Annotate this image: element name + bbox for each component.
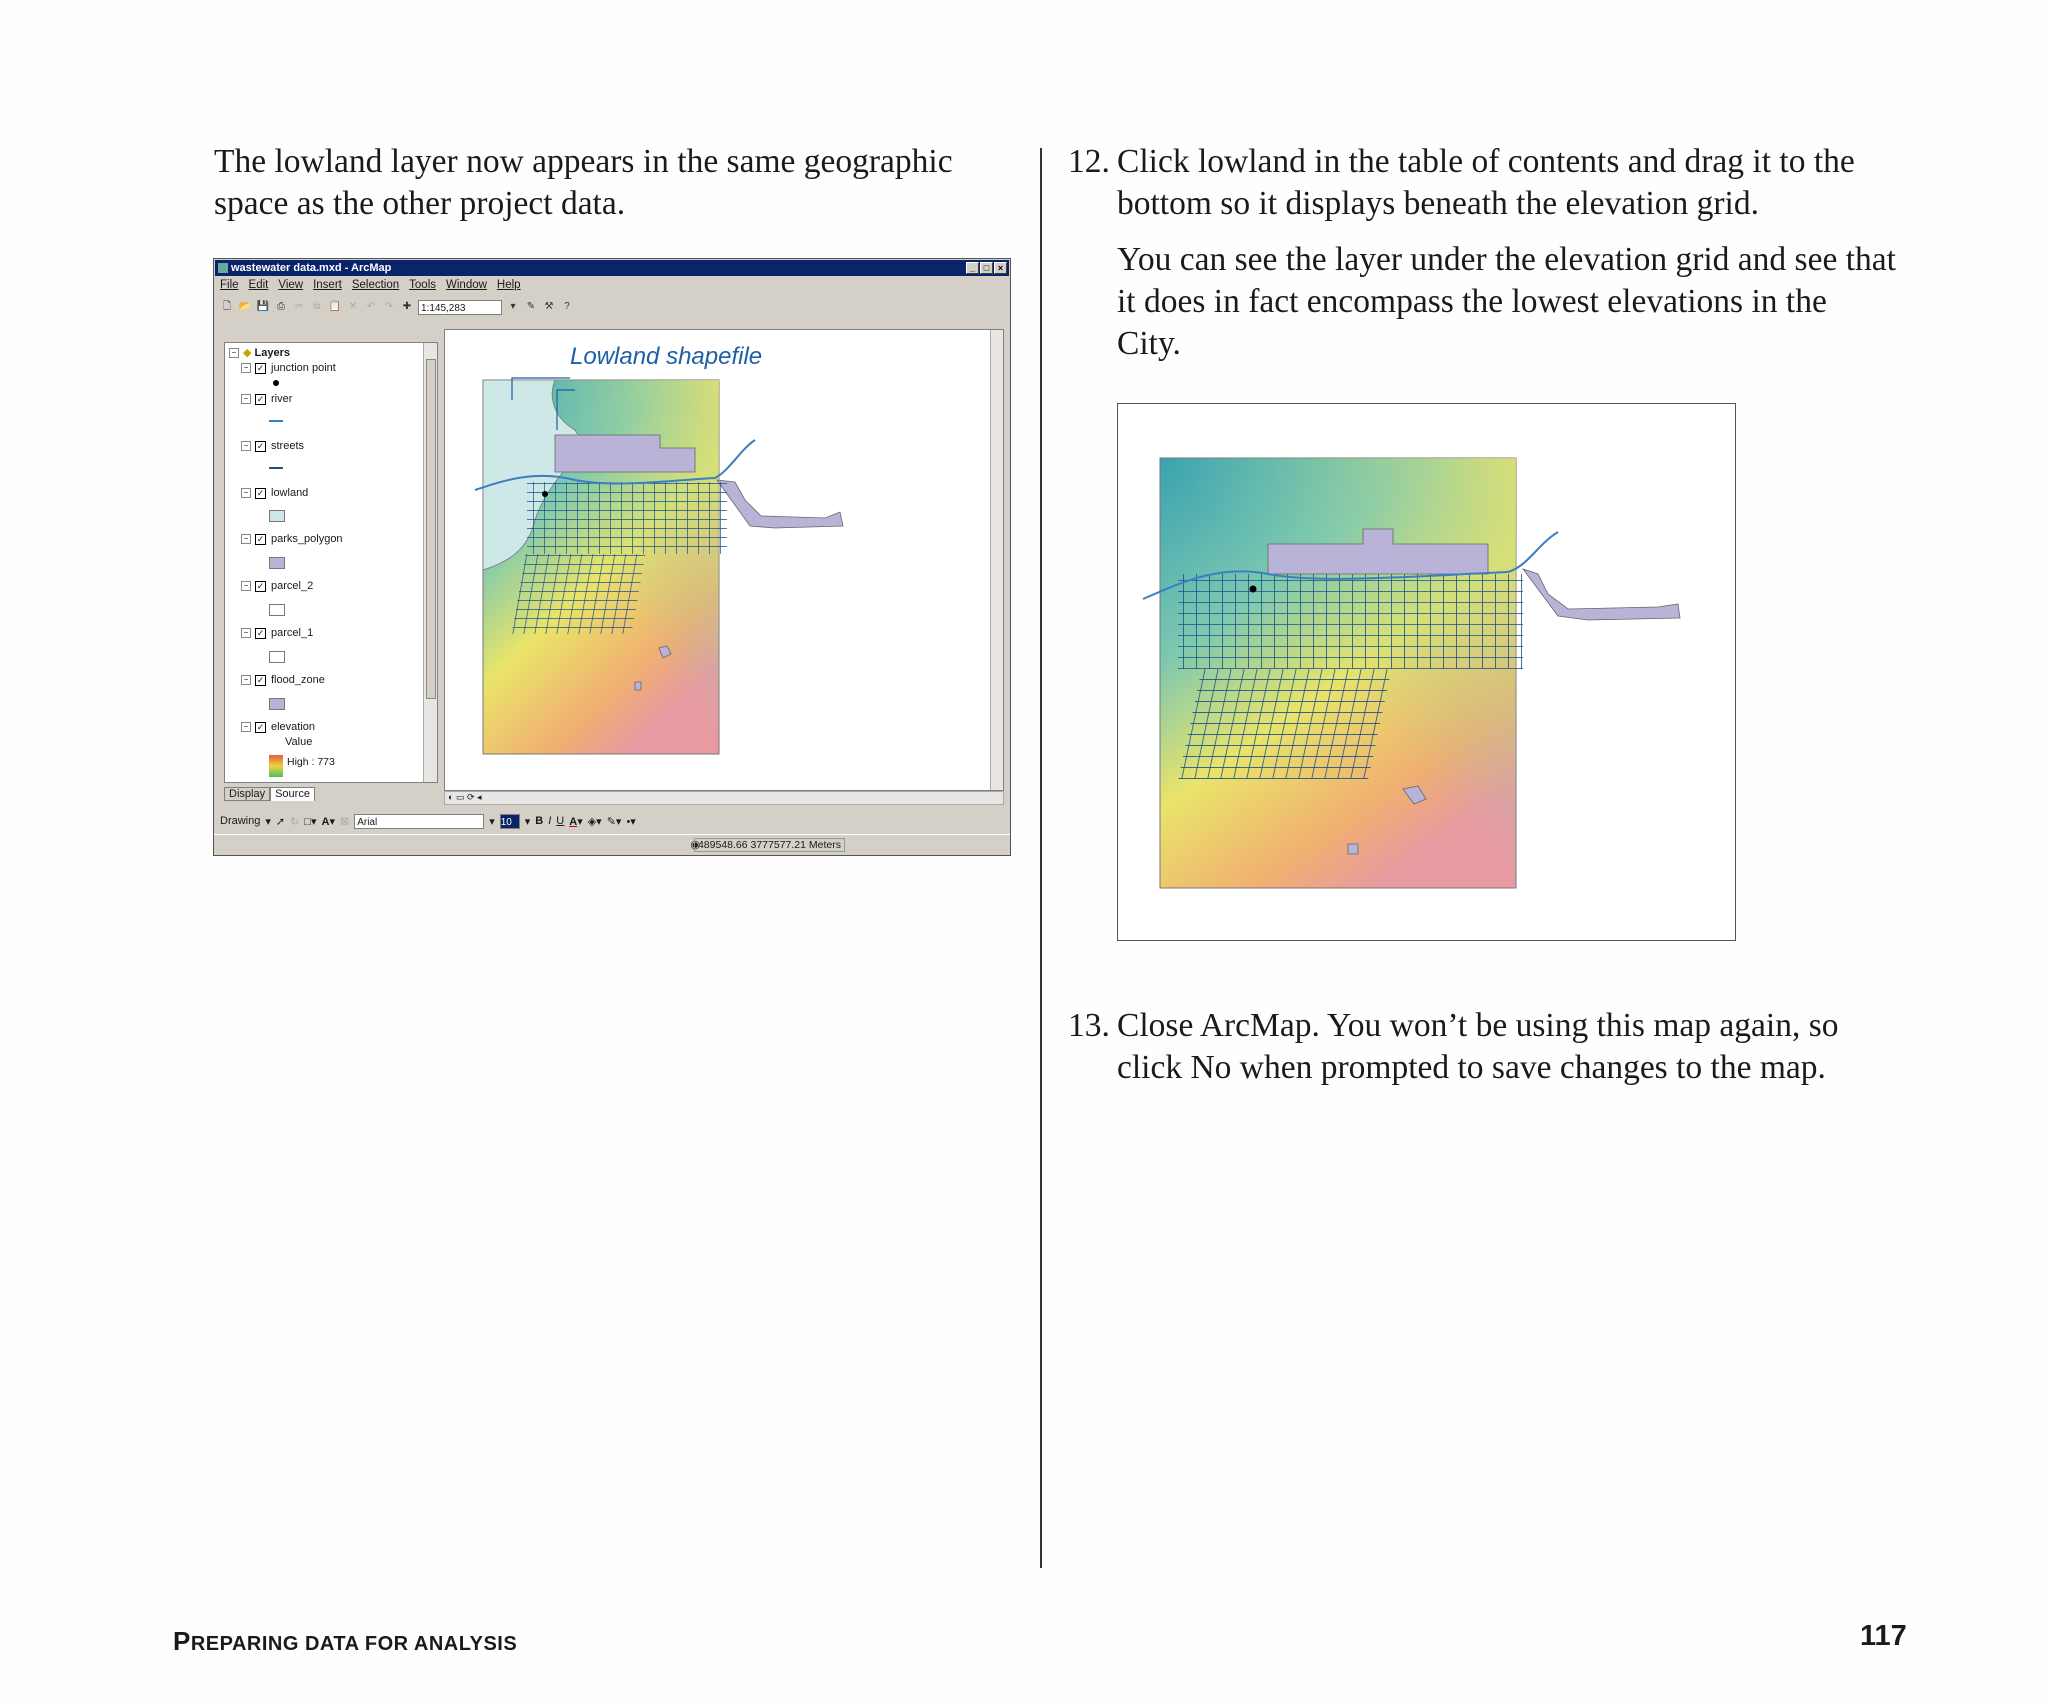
minimize-button[interactable]: _ [966, 262, 979, 274]
layer-checkbox[interactable]: ✓ [256, 674, 265, 685]
menu-file[interactable]: File [220, 279, 239, 291]
layer-name: parks_polygon [271, 533, 343, 545]
section-footer [173, 1626, 517, 1657]
collapse-icon[interactable]: − [241, 488, 251, 498]
print-icon[interactable]: ⎙ [277, 301, 285, 312]
toc-root-label: Layers [254, 347, 291, 359]
junction-point [1250, 586, 1257, 593]
callout-icon[interactable]: ⊠ [339, 815, 350, 828]
coordinate-icon: ◉ [690, 839, 700, 851]
copy-icon[interactable]: ⧉ [313, 301, 321, 312]
reordered-map-figure [1117, 403, 1736, 941]
layer-checkbox[interactable]: ✓ [256, 393, 265, 404]
menu-window[interactable]: Window [446, 279, 487, 291]
line-color-icon[interactable]: ✎▾ [606, 815, 622, 828]
page-number: 117 [1860, 1620, 1907, 1652]
arctoolbox-icon[interactable]: ⚒ [544, 301, 554, 312]
font-color-icon[interactable]: A▾ [569, 815, 583, 828]
layer-checkbox[interactable]: ✓ [256, 487, 265, 498]
toc-scrollbar[interactable] [423, 343, 437, 782]
underline-button[interactable]: U [556, 815, 565, 827]
layer-checkbox[interactable]: ✓ [256, 580, 265, 591]
toc-root[interactable] [229, 346, 290, 359]
delete-icon[interactable]: ✕ [348, 301, 358, 312]
editor-toolbar-icon[interactable]: ✎ [526, 301, 536, 312]
status-bar [214, 834, 1010, 855]
collapse-icon[interactable]: − [241, 628, 251, 638]
reordered-map-canvas [1118, 404, 1734, 939]
junction-point [542, 491, 548, 497]
new-text-icon[interactable]: A▾ [321, 815, 335, 828]
fill-symbol-icon [269, 510, 285, 522]
toc-tabs [224, 787, 315, 801]
layout-view-icon[interactable]: ▭ [455, 792, 465, 802]
menu-tools[interactable]: Tools [409, 279, 437, 291]
font-name-select[interactable]: Arial [354, 814, 484, 829]
drawing-menu[interactable]: Drawing [220, 815, 261, 827]
font-dropdown-icon[interactable]: ▾ [489, 815, 495, 828]
fill-symbol-icon [269, 604, 285, 616]
rotate-icon[interactable]: ↻ [290, 815, 300, 828]
step-13-text: Close ArcMap. You won’t be using this map again, so click No when prompted to save changes to the map. [1117, 1007, 1839, 1086]
column-divider [1040, 148, 1042, 1568]
marker-color-icon[interactable]: •▾ [626, 815, 636, 828]
tab-display[interactable]: Display [224, 787, 270, 801]
street-grid-north [527, 482, 727, 554]
add-data-icon[interactable]: ✚ [402, 301, 412, 312]
drawing-menu-dropdown-icon[interactable]: ▾ [265, 815, 271, 828]
refresh-icon[interactable]: ⟳ [466, 792, 475, 802]
arcmap-window [213, 258, 1011, 856]
layer-name: flood_zone [271, 674, 325, 686]
layer-name: elevation [271, 721, 316, 733]
layer-name: parcel_1 [271, 627, 314, 639]
fill-symbol-icon [269, 651, 285, 663]
select-elements-icon[interactable]: ➚ [275, 815, 286, 828]
open-folder-icon[interactable]: 📂 [238, 301, 252, 312]
high-value-label: High : 773 [287, 756, 335, 768]
title-bar [215, 260, 1009, 276]
fill-color-icon[interactable]: ◈▾ [587, 815, 602, 828]
step-12-text: Click lowland in the table of contents and drag it to the bottom so it displays beneath the elevation grid. [1117, 143, 1855, 222]
section-initial: P [173, 1626, 191, 1656]
layer-checkbox[interactable]: ✓ [256, 440, 265, 451]
layer-checkbox[interactable]: ✓ [256, 721, 265, 732]
layer-checkbox[interactable]: ✓ [256, 627, 265, 638]
maximize-button[interactable]: □ [980, 262, 993, 274]
toc-layer-elevation[interactable] [241, 721, 315, 733]
layer-checkbox[interactable]: ✓ [256, 533, 265, 544]
step-12-detail: You can see the layer under the elevation grid and see that it does in fact encompass the lowest elevations in the City. [1117, 241, 1896, 362]
tab-source[interactable]: Source [270, 787, 315, 801]
toc-layer-parcel-1[interactable] [241, 627, 313, 639]
line-symbol-icon [269, 467, 283, 469]
elevation-ramp-icon [269, 755, 283, 777]
undo-icon[interactable]: ↶ [366, 301, 376, 312]
coordinates-readout: 489548.66 3777577.21 Meters [694, 838, 845, 852]
layer-name: streets [271, 440, 305, 452]
point-symbol-icon [273, 380, 279, 386]
toc-layer-river[interactable] [241, 393, 292, 405]
collapse-icon[interactable]: − [241, 394, 251, 404]
collapse-icon[interactable]: − [229, 348, 239, 358]
collapse-icon[interactable]: − [241, 441, 251, 451]
font-size-select[interactable]: 10 [500, 814, 520, 829]
street-grid-north [1178, 574, 1523, 669]
menu-bar [220, 279, 521, 295]
layer-name: lowland [271, 487, 309, 499]
parks-polygon-east [717, 480, 843, 528]
menu-selection[interactable]: Selection [351, 279, 400, 291]
layer-name: junction point [271, 362, 336, 374]
collapse-icon[interactable]: − [241, 363, 251, 373]
close-button[interactable]: × [994, 262, 1007, 274]
street-grid-south [1178, 669, 1391, 779]
street-grid-south [511, 554, 645, 634]
toc-layer-junction-point[interactable] [241, 362, 336, 374]
save-icon[interactable]: 💾 [256, 301, 270, 312]
layer-checkbox[interactable]: ✓ [256, 362, 265, 373]
toc-layer-parks-polygon[interactable] [241, 533, 343, 545]
menu-edit[interactable]: Edit [248, 279, 269, 291]
toc-layer-parcel-2[interactable] [241, 580, 313, 592]
map-scale-input[interactable]: 1:145,283 [418, 300, 502, 315]
drawing-toolbar [220, 811, 1004, 831]
line-symbol-icon [269, 420, 283, 422]
layer-name: river [271, 393, 293, 405]
scale-dropdown-icon[interactable]: ▾ [510, 301, 516, 312]
section-title: REPARING DATA FOR ANALYSIS [190, 1633, 518, 1655]
step-13-number: 13. [1068, 1007, 1110, 1044]
window-title: wastewater data.mxd - ArcMap [231, 262, 392, 274]
pause-drawing-icon[interactable]: ◂ [477, 792, 482, 802]
toc-layer-lowland[interactable] [241, 487, 308, 499]
standard-toolbar [220, 297, 1006, 317]
menu-insert[interactable]: Insert [313, 279, 342, 291]
toc-scroll-thumb[interactable] [426, 359, 436, 699]
bold-button[interactable]: B [535, 815, 544, 827]
lowland-shapefile-callout: Lowland shapefile [570, 343, 763, 370]
map-horizontal-scrollbar[interactable] [444, 791, 1004, 805]
collapse-icon[interactable]: − [241, 675, 251, 685]
value-label: Value [285, 736, 313, 748]
map-display[interactable] [444, 329, 1004, 791]
layer-name: parcel_2 [271, 580, 314, 592]
collapse-icon[interactable]: − [241, 534, 251, 544]
new-document-icon[interactable]: 🗋 [222, 301, 232, 312]
intro-paragraph: The lowland layer now appears in the same geographic space as the other project data. [214, 143, 953, 222]
fill-symbol-icon [269, 698, 285, 710]
size-dropdown-icon[interactable]: ▾ [524, 815, 531, 828]
menu-help[interactable]: Help [496, 279, 521, 291]
menu-view[interactable]: View [278, 279, 304, 291]
fill-symbol-icon [269, 557, 285, 569]
table-of-contents [224, 342, 438, 783]
collapse-icon[interactable]: − [241, 581, 251, 591]
arcmap-app-icon [218, 263, 228, 273]
rectangle-icon[interactable]: □▾ [304, 815, 317, 828]
collapse-icon[interactable]: − [241, 722, 251, 732]
cut-icon[interactable]: ✂ [294, 301, 304, 312]
map-canvas[interactable] [445, 330, 991, 790]
step-12-number: 12. [1068, 143, 1110, 180]
layers-folder-icon: ◆ [243, 347, 252, 359]
data-view-icon[interactable]: ◐ [448, 792, 454, 802]
italic-button[interactable]: I [548, 815, 552, 827]
redo-icon[interactable]: ↷ [384, 301, 394, 312]
toc-layer-streets[interactable] [241, 440, 304, 452]
whats-this-help-icon[interactable]: ? [564, 301, 570, 312]
toc-layer-flood-zone[interactable] [241, 674, 325, 686]
parks-polygon-east [1523, 569, 1680, 620]
paste-icon[interactable]: 📋 [328, 301, 342, 312]
map-vertical-scrollbar[interactable] [990, 330, 1003, 790]
